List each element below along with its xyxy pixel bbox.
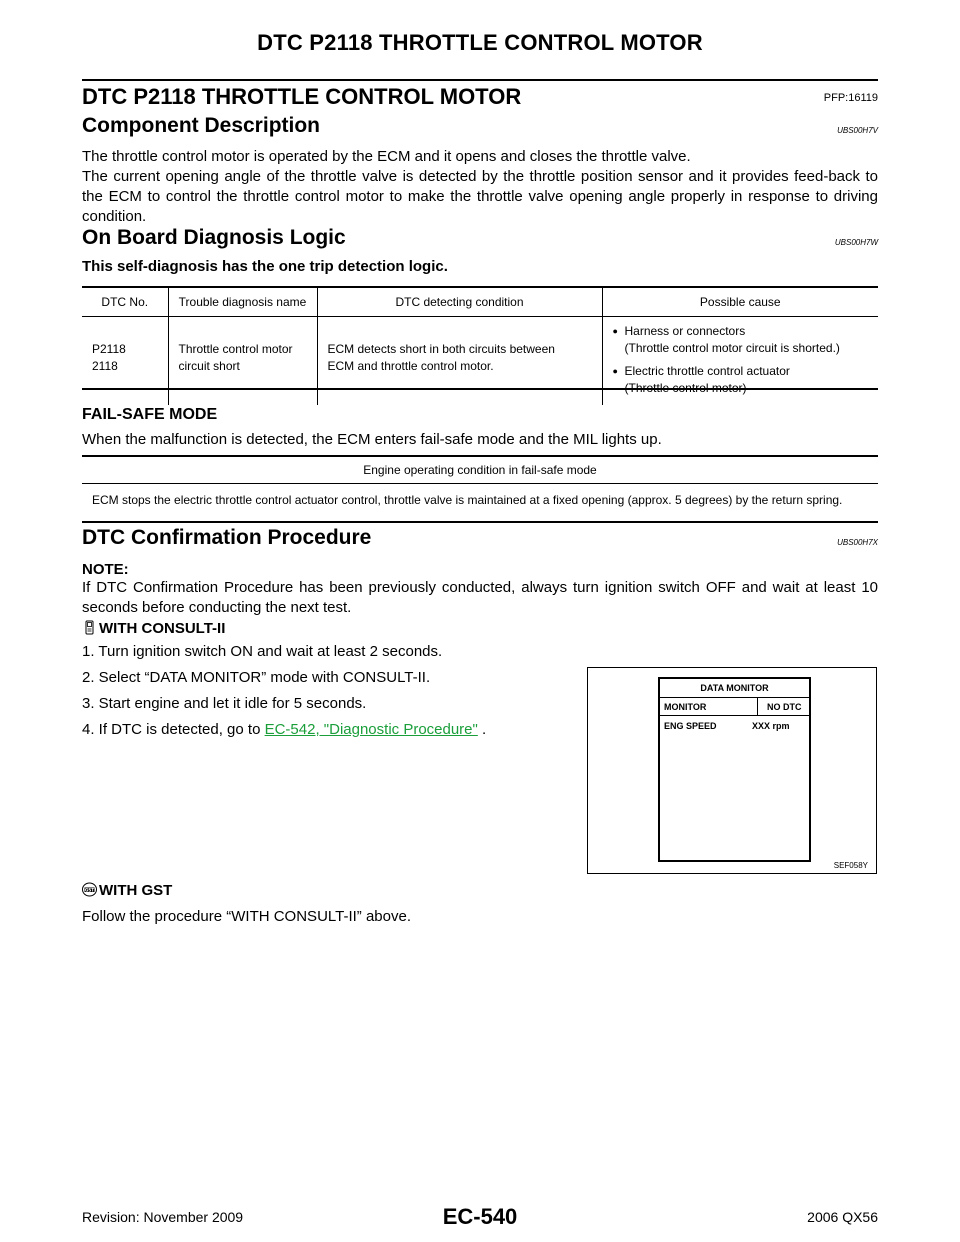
gst-heading [82, 882, 172, 899]
data-monitor-figure [587, 667, 877, 874]
list-item [82, 721, 486, 747]
confirmation-code: UBS00H7X [837, 538, 878, 547]
screen-col-status: NO DTC [767, 702, 802, 712]
col-dtc-no: DTC No. [82, 288, 168, 317]
obd-code: UBS00H7W [834, 238, 878, 247]
failsafe-heading: FAIL-SAFE MODE [82, 406, 218, 423]
gst-tool-icon [82, 882, 97, 897]
table-row [82, 317, 878, 406]
figure-id: SEF058Y [833, 861, 868, 870]
condition-line-2: ECM and throttle control motor. [327, 359, 494, 373]
gst-text: Follow the procedure “WITH CONSULT-II” above. [82, 908, 411, 925]
obd-heading: On Board Diagnosis Logic [82, 226, 346, 249]
failsafe-table-text: ECM stops the electric throttle control actuator control, throttle valve is maintained at a fixed opening (approx. 5 degrees) by the return spring. [92, 493, 843, 507]
list-item: 2. Select “DATA MONITOR” mode with CONSULT-II. [82, 669, 431, 686]
footer-model: 2006 QX56 [807, 1209, 878, 1225]
footer-revision: Revision: November 2009 [82, 1209, 244, 1225]
consult-heading-text: WITH CONSULT-II [99, 620, 226, 637]
gst-heading-text: WITH GST [99, 882, 173, 899]
note-label: NOTE: [82, 561, 129, 578]
svg-text:GST: GST [84, 887, 95, 893]
footer-page-number: EC-540 [442, 1204, 518, 1229]
screen-header-row [660, 697, 809, 716]
screen-item-value: XXX rpm [752, 721, 790, 731]
consult-heading [82, 620, 225, 637]
list-item [613, 323, 871, 357]
failsafe-table-bottom-rule [82, 521, 878, 523]
consult-screen [658, 677, 811, 862]
trouble-name-line-1: Throttle control motor [178, 342, 293, 356]
cause-1-title: ● Harness or connectors [624, 324, 746, 338]
col-trouble-name: Trouble diagnosis name [168, 288, 317, 317]
cell-possible-cause [602, 317, 878, 406]
list-item: 3. Start engine and let it idle for 5 seconds. [82, 695, 367, 712]
screen-column-divider [757, 698, 758, 715]
trouble-name-line-2: circuit short [178, 359, 240, 373]
cell-detecting-condition [317, 317, 602, 406]
header-rule [82, 79, 878, 81]
cause-2-detail: (Throttle control motor) [624, 381, 747, 395]
dtc-code: P2118 [92, 342, 126, 356]
note-text: If DTC Confirmation Procedure has been previously conducted, always turn ignition switch OFF and wait at least 10 seconds before conducting the next test. [82, 579, 878, 616]
condition-line-1: ECM detects short in both circuits between [327, 342, 555, 356]
diagnostic-procedure-link[interactable]: EC-542, "Diagnostic Procedure" [264, 721, 478, 738]
step-4-text: 4. If DTC is detected, go to [82, 721, 265, 738]
obd-table-bottom-rule [82, 388, 878, 390]
screen-item-name: ENG SPEED [664, 721, 717, 731]
table-row [82, 484, 878, 518]
col-detecting-condition: DTC detecting condition [317, 288, 602, 317]
cell-dtc-no [82, 317, 168, 406]
failsafe-table [82, 457, 878, 517]
cause-2-title: ● Electric throttle control actuator [624, 364, 790, 378]
component-description [82, 147, 878, 227]
col-possible-cause: Possible cause [602, 288, 878, 317]
failsafe-table-header-row [82, 457, 878, 484]
part-number: PFP:16119 [823, 92, 878, 104]
consult-tool-icon [82, 620, 97, 635]
page-header-title: DTC P2118 THROTTLE CONTROL MOTOR [257, 30, 703, 55]
component-code: UBS00H7V [837, 126, 878, 135]
cell-trouble-name [168, 317, 317, 406]
obd-table-header-row [82, 288, 878, 317]
failsafe-table-header: Engine operating condition in fail-safe mode [82, 457, 878, 484]
failsafe-text: When the malfunction is detected, the ECM enters fail-safe mode and the MIL lights up. [82, 431, 662, 448]
list-item [613, 363, 871, 397]
step-4-tail: . [477, 721, 487, 738]
dtc-number: 2118 [92, 359, 118, 373]
obd-note: This self-diagnosis has the one trip detection logic. [82, 258, 448, 275]
list-item: 1. Turn ignition switch ON and wait at least 2 seconds. [82, 643, 443, 660]
screen-col-monitor: MONITOR [664, 702, 707, 712]
component-heading: Component Description [82, 114, 321, 137]
cause-list [613, 323, 871, 397]
confirmation-heading: DTC Confirmation Procedure [82, 526, 372, 549]
component-line-1: The throttle control motor is operated by the ECM and it opens and closes the throttle valve. [82, 148, 691, 165]
cause-1-detail: (Throttle control motor circuit is shorted.) [624, 341, 840, 355]
procedure-steps [82, 643, 486, 747]
component-line-2: The current opening angle of the throttle valve is detected by the throttle position sensor and it provides feed-back to the ECM to control the throttle control motor to make the throttle valve opening angle properly in response to driving condition. [82, 168, 878, 225]
screen-title: DATA MONITOR [700, 683, 769, 693]
section-title: DTC P2118 THROTTLE CONTROL MOTOR [82, 84, 522, 109]
